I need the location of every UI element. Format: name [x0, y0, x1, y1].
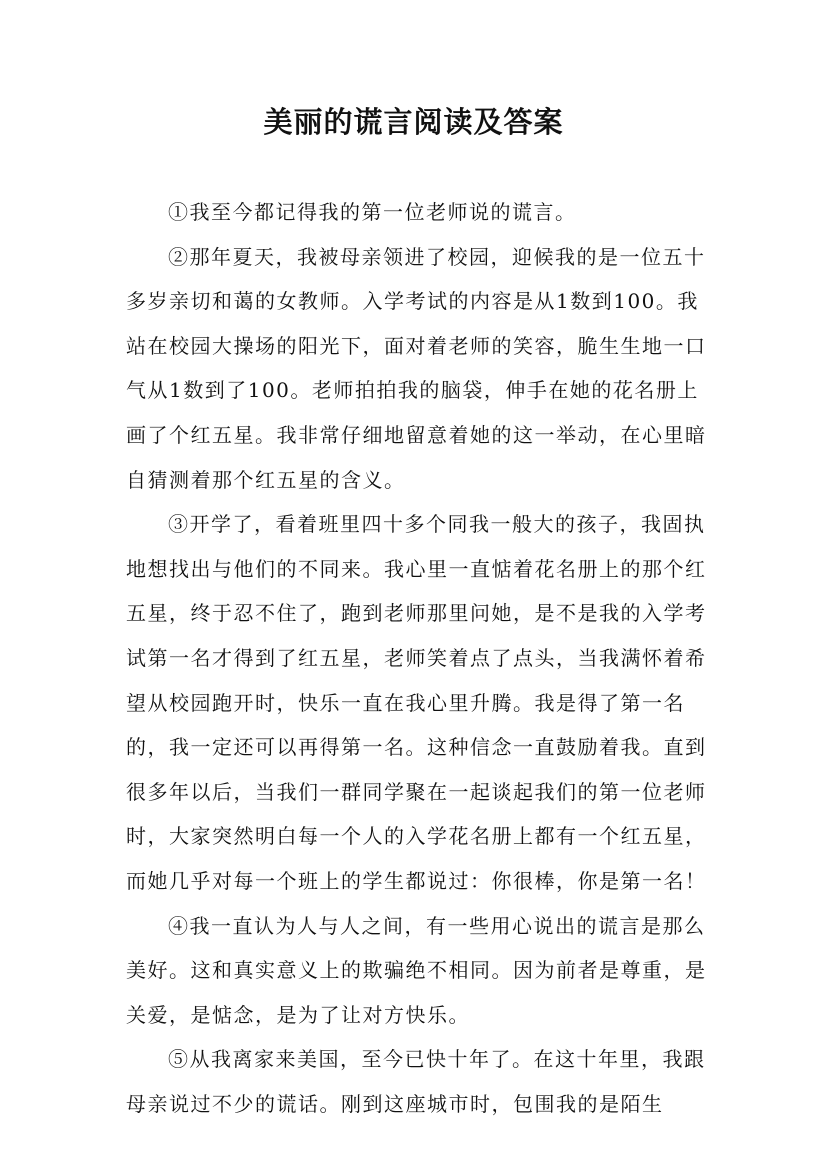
paragraph-1: ①我至今都记得我的第一位老师说的谎言。 — [168, 200, 577, 224]
document-title: 美丽的谎言阅读及答案 — [263, 105, 564, 139]
paragraph-4: ④我一直认为人与人之间，有一些用心说出的谎言是那么美好。这和真实意义上的欺骗绝不相同。因为前者是尊重，是关爱，是惦念，是为了让对方快乐。 — [126, 913, 707, 1027]
paragraph-2: ②那年夏天，我被母亲领进了校园，迎候我的是一位五十多岁亲切和蔼的女教师。入学考试的内容是从1数到100。我站在校园大操场的阳光下，面对着老师的笑容，脆生生地一口气从1数到了100。老师拍拍我的脑袋，伸手在她的花名册上画了个红五星。我非常仔细地留意着她的这一举动，在心里暗自猜测着那个红五星的含义。 — [126, 244, 707, 492]
paragraph-3: ③开学了，看着班里四十多个同我一般大的孩子，我固执地想找出与他们的不同来。我心里一直惦着花名册上的那个红五星，终于忍不住了，跑到老师那里问她，是不是我的入学考试第一名才得到了红五星，老师笑着点了点头，当我满怀着希望从校园跑开时，快乐一直在我心里升腾。我是得了第一名的，我一定还可以再得第一名。这种信念一直鼓励着我。直到很多年以后，当我们一群同学聚在一起谈起我们的第一位老师时，大家突然明白每一个人的入学花名册上都有一个红五星，而她几乎对每一个班上的学生都说过：你很棒，你是第一名！ — [126, 512, 707, 893]
paragraph-5: ⑤从我离家来美国，至今已快十年了。在这十年里，我跟母亲说过不少的谎话。刚到这座城市时，包围我的是陌生 — [126, 1047, 706, 1116]
document-body — [126, 190, 716, 1126]
